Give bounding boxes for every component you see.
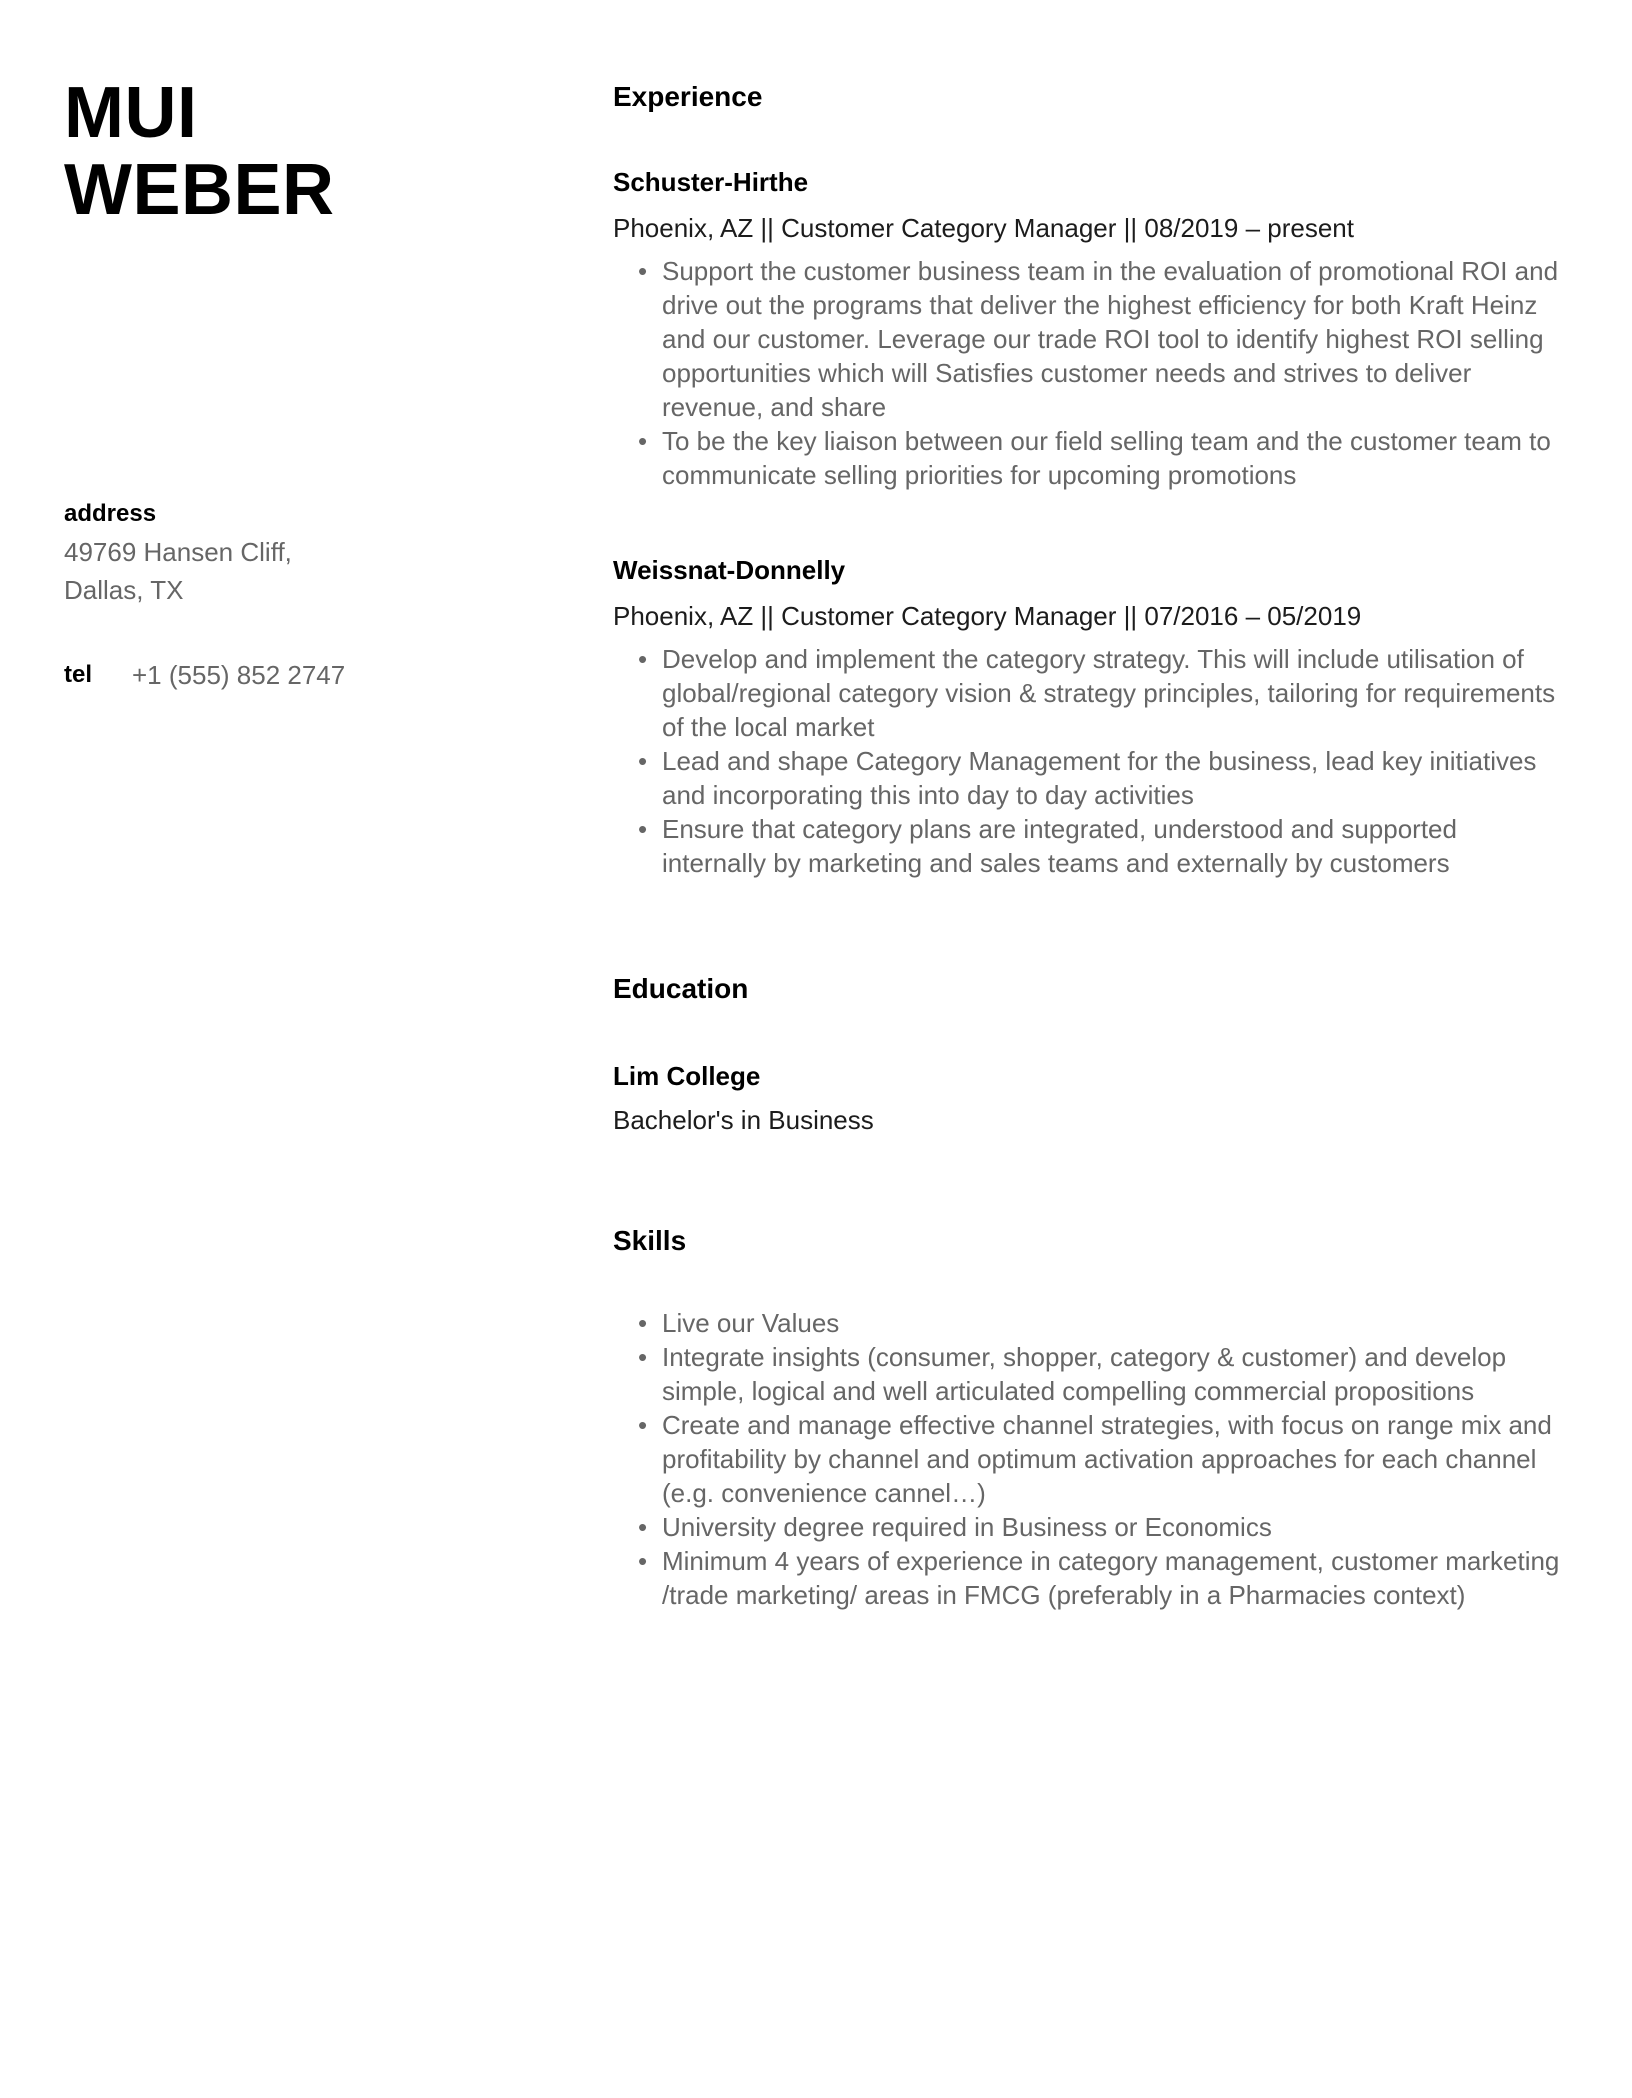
candidate-name	[64, 75, 573, 229]
education-entry	[613, 1060, 1562, 1136]
skills-list	[638, 1306, 1562, 1612]
address-line-1: 49769 Hansen Cliff,	[64, 537, 292, 567]
address-line-2: Dallas, TX	[64, 575, 184, 605]
main-column	[613, 0, 1632, 2098]
tel-label: tel	[64, 661, 93, 688]
tel-block	[64, 656, 573, 694]
job-company: Weissnat-Donnelly	[613, 555, 846, 585]
job-bullet: • Ensure that category plans are integrated, understood and supported internally by marketing and sales teams and externally by customers	[638, 812, 1562, 880]
job-bullet: • To be the key liaison between our field selling team and the customer team to communicate selling priorities for upcoming promotions	[638, 424, 1562, 492]
job-entry	[613, 166, 1562, 492]
skill-item: • Live our Values	[638, 1306, 1562, 1340]
job-meta: Phoenix, AZ || Customer Category Manager || 08/2019 – present	[613, 213, 1354, 243]
sidebar	[0, 0, 613, 2098]
job-bullet: • Develop and implement the category strategy. This will include utilisation of global/regional category vision & strategy principles, tailoring for requirements of the local market	[638, 642, 1562, 744]
candidate-first-name: MUI	[64, 73, 198, 153]
tel-value: +1 (555) 852 2747	[132, 660, 346, 690]
address-label: address	[64, 500, 157, 527]
job-bullet-list	[638, 642, 1562, 880]
job-bullet: • Support the customer business team in the evaluation of promotional ROI and drive out the programs that deliver the highest efficiency for both Kraft Heinz and our customer. Leverage our trade ROI tool to identify highest ROI selling opportunities which will Satisfies customer needs and strives to deliver revenue, and share	[638, 254, 1562, 424]
job-bullet-list	[638, 254, 1562, 492]
skill-item: • Minimum 4 years of experience in category management, customer marketing /trade marketing/ areas in FMCG (preferably in a Pharmacies context)	[638, 1544, 1562, 1612]
education-heading: Education	[613, 973, 749, 1004]
address-block	[64, 495, 573, 609]
skills-heading: Skills	[613, 1225, 687, 1256]
education-degree: Bachelor's in Business	[613, 1105, 874, 1135]
job-meta: Phoenix, AZ || Customer Category Manager || 07/2016 – 05/2019	[613, 601, 1362, 631]
skill-item: • Create and manage effective channel strategies, with focus on range mix and profitability by channel and optimum activation approaches for each channel (e.g. convenience cannel…)	[638, 1408, 1562, 1510]
job-entry	[613, 554, 1562, 880]
job-bullet: • Lead and shape Category Management for the business, lead key initiatives and incorporating this into day to day activities	[638, 744, 1562, 812]
job-company: Schuster-Hirthe	[613, 167, 809, 197]
candidate-last-name: WEBER	[64, 150, 335, 230]
skill-item: • Integrate insights (consumer, shopper, category & customer) and develop simple, logical and well articulated compelling commercial propositions	[638, 1340, 1562, 1408]
skill-item: • University degree required in Business or Economics	[638, 1510, 1562, 1544]
education-school: Lim College	[613, 1061, 761, 1091]
experience-heading: Experience	[613, 81, 763, 112]
